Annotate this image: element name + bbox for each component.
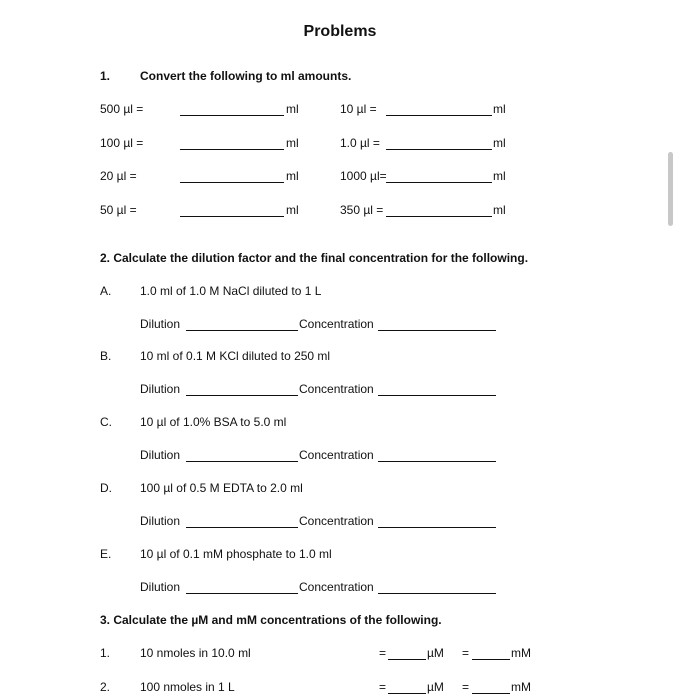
conversion-left-label: 50 µl = (100, 203, 137, 217)
concentration-blank[interactable] (378, 527, 496, 528)
dilution-label: Dilution (140, 580, 181, 594)
concentration-label: Concentration (299, 448, 374, 462)
conversion-left-label: 500 µl = (100, 102, 144, 116)
section3-heading: 3. Calculate the µM and mM concentrations of the following. (100, 613, 442, 627)
unit-ml: ml (286, 136, 299, 150)
equals-sign: = (462, 680, 470, 694)
dilution-label: Dilution (140, 317, 181, 331)
item-text: 10 ml of 0.1 M KCl diluted to 250 ml (140, 349, 331, 363)
concentration-blank[interactable] (378, 461, 496, 462)
um-blank[interactable] (388, 693, 426, 694)
answer-blank[interactable] (180, 216, 284, 217)
section1-heading: Convert the following to ml amounts. (140, 69, 352, 83)
unit-ml: ml (286, 102, 299, 116)
mm-blank[interactable] (472, 659, 510, 660)
item-text: 100 nmoles in 1 L (140, 680, 235, 694)
item-letter: A. (100, 284, 112, 298)
unit-ml: ml (493, 203, 506, 217)
item-letter: E. (100, 547, 112, 561)
item-letter: C. (100, 415, 112, 429)
item-number: 1. (100, 646, 111, 660)
concentration-label: Concentration (299, 317, 374, 331)
item-text: 10 nmoles in 10.0 ml (140, 646, 251, 660)
unit-um: µM (427, 680, 444, 694)
dilution-label: Dilution (140, 514, 181, 528)
section1-number: 1. (100, 69, 111, 83)
concentration-blank[interactable] (378, 395, 496, 396)
answer-blank[interactable] (386, 182, 492, 183)
answer-blank[interactable] (386, 216, 492, 217)
vertical-scrollbar[interactable] (668, 152, 673, 226)
item-text: 10 µl of 1.0% BSA to 5.0 ml (140, 415, 287, 429)
unit-ml: ml (493, 169, 506, 183)
unit-ml: ml (493, 102, 506, 116)
conversion-left-label: 20 µl = (100, 169, 137, 183)
conversion-right-label: 1000 µl= (340, 169, 387, 183)
unit-mm: mM (511, 646, 531, 660)
item-letter: D. (100, 481, 112, 495)
dilution-blank[interactable] (186, 395, 298, 396)
equals-sign: = (379, 646, 387, 660)
answer-blank[interactable] (180, 115, 284, 116)
unit-ml: ml (286, 169, 299, 183)
conversion-left-label: 100 µl = (100, 136, 144, 150)
mm-blank[interactable] (472, 693, 510, 694)
concentration-label: Concentration (299, 382, 374, 396)
conversion-right-label: 10 µl = (340, 102, 377, 116)
answer-blank[interactable] (180, 149, 284, 150)
conversion-right-label: 1.0 µl = (340, 136, 380, 150)
dilution-label: Dilution (140, 382, 181, 396)
item-text: 10 µl of 0.1 mM phosphate to 1.0 ml (140, 547, 332, 561)
um-blank[interactable] (388, 659, 426, 660)
item-letter: B. (100, 349, 112, 363)
answer-blank[interactable] (386, 115, 492, 116)
dilution-label: Dilution (140, 448, 181, 462)
item-number: 2. (100, 680, 111, 694)
item-text: 1.0 ml of 1.0 M NaCl diluted to 1 L (140, 284, 322, 298)
unit-mm: mM (511, 680, 531, 694)
page-title: Problems (303, 23, 377, 40)
equals-sign: = (462, 646, 470, 660)
conversion-right-label: 350 µl = (340, 203, 384, 217)
concentration-blank[interactable] (378, 330, 496, 331)
dilution-blank[interactable] (186, 330, 298, 331)
item-text: 100 µl of 0.5 M EDTA to 2.0 ml (140, 481, 303, 495)
answer-blank[interactable] (386, 149, 492, 150)
dilution-blank[interactable] (186, 461, 298, 462)
concentration-label: Concentration (299, 514, 374, 528)
dilution-blank[interactable] (186, 593, 298, 594)
answer-blank[interactable] (180, 182, 284, 183)
equals-sign: = (379, 680, 387, 694)
section2-heading: 2. Calculate the dilution factor and the final concentration for the following. (100, 251, 529, 265)
unit-ml: ml (286, 203, 299, 217)
unit-um: µM (427, 646, 444, 660)
dilution-blank[interactable] (186, 527, 298, 528)
concentration-label: Concentration (299, 580, 374, 594)
unit-ml: ml (493, 136, 506, 150)
concentration-blank[interactable] (378, 593, 496, 594)
